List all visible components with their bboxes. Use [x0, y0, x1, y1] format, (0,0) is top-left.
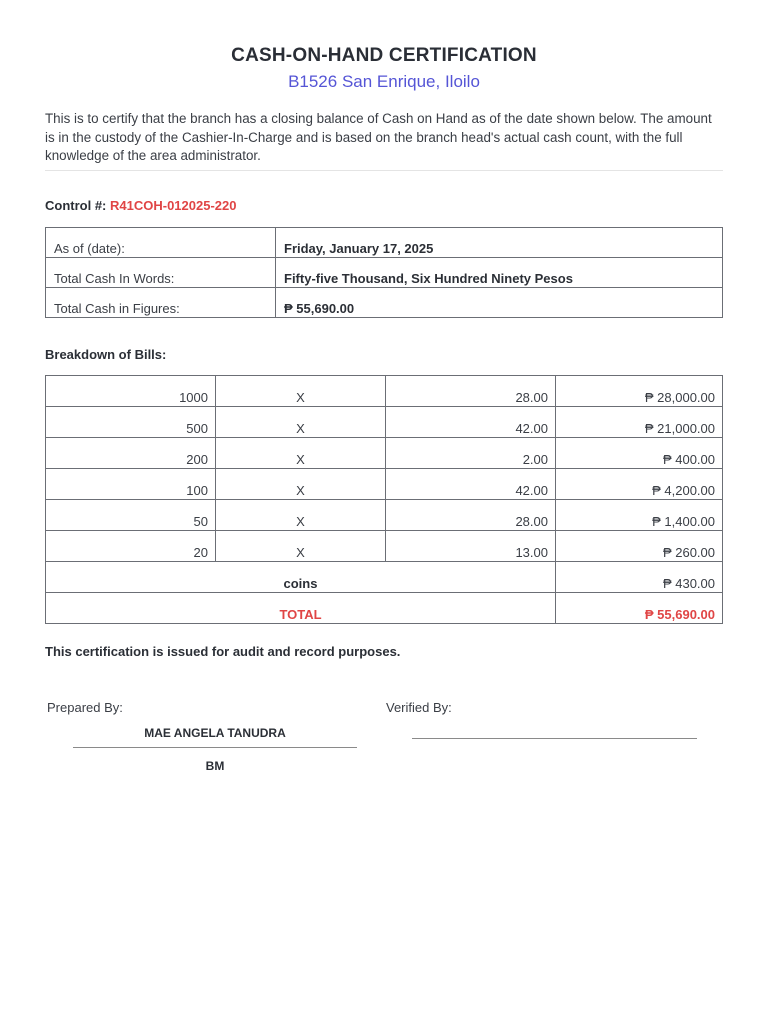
count: 42.00 [386, 469, 556, 500]
denomination: 200 [46, 438, 216, 469]
coins-label: coins [46, 562, 556, 593]
document-title: CASH-ON-HAND CERTIFICATION [231, 45, 537, 66]
table-row [46, 258, 723, 288]
table-row [46, 288, 723, 318]
multiply-sign: X [216, 376, 386, 407]
date-value: Friday, January 17, 2025 [276, 228, 723, 258]
intro-paragraph: This is to certify that the branch has a closing balance of Cash on Hand as of the date shown below. The amount is in the custody of the Cashier-In-Charge and is based on the branch head's actual cash count, with the full knowledge of the area administrator. [45, 111, 712, 163]
count: 2.00 [386, 438, 556, 469]
control-label: Control #: [45, 198, 107, 213]
multiply-sign: X [216, 407, 386, 438]
verified-by-label: Verified By: [386, 700, 452, 715]
count: 28.00 [386, 376, 556, 407]
purpose-note: This certification is issued for audit and record purposes. [45, 644, 401, 659]
table-row [46, 500, 723, 531]
denomination: 20 [46, 531, 216, 562]
count: 42.00 [386, 407, 556, 438]
table-row [46, 228, 723, 258]
summary-table [45, 227, 723, 318]
control-number [45, 198, 236, 213]
prepared-by-label: Prepared By: [47, 700, 123, 715]
count: 13.00 [386, 531, 556, 562]
cash-words-label: Total Cash In Words: [46, 258, 276, 288]
denomination: 100 [46, 469, 216, 500]
branch-name: B1526 San Enrique, Iloilo [288, 72, 480, 91]
coins-row [46, 562, 723, 593]
amount: ₱ 260.00 [556, 531, 723, 562]
cash-words-value: Fifty-five Thousand, Six Hundred Ninety Pesos [276, 258, 723, 288]
total-label: TOTAL [46, 593, 556, 624]
verifier-signature-line [412, 738, 697, 739]
amount: ₱ 1,400.00 [556, 500, 723, 531]
table-row [46, 376, 723, 407]
preparer-name: MAE ANGELA TANUDRA [144, 726, 286, 740]
control-value: R41COH-012025-220 [110, 198, 237, 213]
table-row [46, 407, 723, 438]
preparer-position: BM [205, 759, 225, 773]
cash-figures-value: ₱ 55,690.00 [276, 288, 723, 318]
total-amount: ₱ 55,690.00 [556, 593, 723, 624]
amount: ₱ 400.00 [556, 438, 723, 469]
multiply-sign: X [216, 500, 386, 531]
count: 28.00 [386, 500, 556, 531]
cash-figures-label: Total Cash in Figures: [46, 288, 276, 318]
multiply-sign: X [216, 469, 386, 500]
preparer-signature-line [73, 747, 357, 748]
amount: ₱ 21,000.00 [556, 407, 723, 438]
table-row [46, 531, 723, 562]
coins-amount: ₱ 430.00 [556, 562, 723, 593]
table-row [46, 438, 723, 469]
amount: ₱ 4,200.00 [556, 469, 723, 500]
table-row [46, 469, 723, 500]
multiply-sign: X [216, 531, 386, 562]
amount: ₱ 28,000.00 [556, 376, 723, 407]
denomination: 50 [46, 500, 216, 531]
denomination: 1000 [46, 376, 216, 407]
breakdown-heading: Breakdown of Bills: [45, 347, 167, 362]
bills-table [45, 375, 723, 624]
multiply-sign: X [216, 438, 386, 469]
date-label: As of (date): [46, 228, 276, 258]
denomination: 500 [46, 407, 216, 438]
total-row [46, 593, 723, 624]
divider [45, 170, 723, 171]
